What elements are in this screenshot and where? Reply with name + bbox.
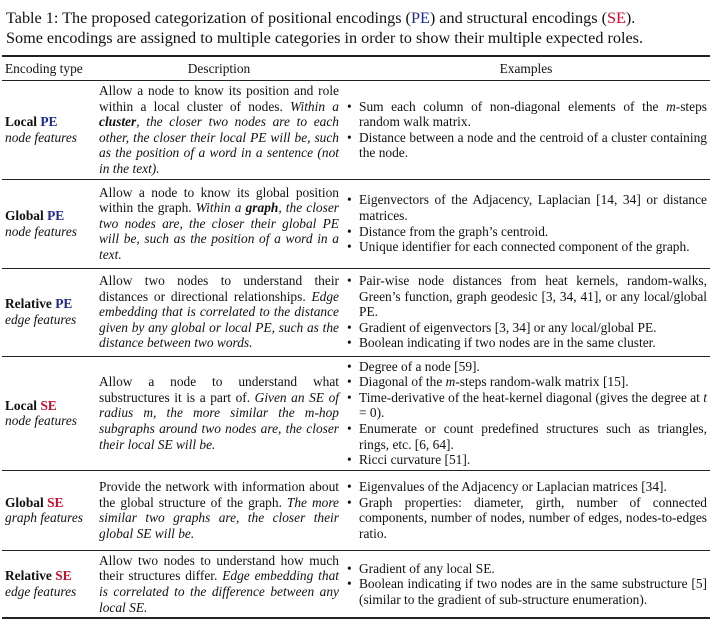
encoding-type-label — [5, 495, 63, 510]
example-item — [359, 130, 707, 161]
example-item — [359, 479, 707, 495]
table-row — [2, 179, 710, 268]
description-cell — [96, 81, 342, 180]
examples-cell — [342, 356, 710, 470]
description-text: Allow a node to understand what substructures it is a part of. — [99, 374, 339, 405]
type-subtitle: graph features — [5, 510, 83, 526]
description-cell — [96, 179, 342, 268]
encoding-type-label — [5, 398, 57, 413]
example-item — [359, 374, 707, 390]
description-text: Allow two nodes to understand how much their structures differ. — [99, 552, 339, 584]
type-subtitle: edge features — [5, 583, 77, 599]
examples-cell — [342, 550, 710, 618]
encoding-type-label — [5, 568, 72, 583]
examples-list — [345, 479, 707, 541]
examples-list — [345, 273, 707, 351]
type-tag: SE — [55, 568, 72, 584]
example-text: = 0). — [359, 405, 385, 421]
examples-cell — [342, 81, 710, 180]
type-word: Local — [5, 397, 37, 413]
examples-cell — [342, 268, 710, 356]
type-word: Global — [5, 494, 44, 510]
example-item — [359, 359, 707, 375]
caption-pe: PE — [410, 9, 430, 27]
example-text: t — [703, 389, 707, 405]
encodings-table — [2, 55, 710, 619]
caption-suffix: ). — [625, 9, 636, 27]
encoding-type-cell — [2, 81, 96, 180]
header-row — [2, 56, 710, 81]
example-text: -steps random walk matrix. — [359, 98, 707, 130]
example-text: Graph properties: diameter, girth, number of connected components, number of nodes, number of edges, nodes-to-edges ratio. — [359, 494, 707, 541]
caption-se: SE — [606, 9, 626, 27]
caption-prefix: Table 1: The proposed categorization of positional encodings ( — [6, 9, 411, 27]
italic-post: , the closer two nodes are to each other, the closer their local PE will be, such as the position of a word in a sentence (not in the text). — [99, 114, 339, 176]
encoding-type-cell — [2, 356, 96, 470]
example-item — [359, 99, 707, 130]
table-row — [2, 268, 710, 356]
description-cell — [96, 550, 342, 618]
example-item — [359, 576, 707, 607]
type-tag: SE — [40, 397, 57, 413]
header-description: Description — [96, 56, 342, 81]
italic-pre: Given an SE of radius m, the more similar the m-hop subgraphs around two nodes are, the closer their local SE will be. — [99, 389, 339, 452]
italic-pre: Edge embedding that is correlated to the difference between any local SE. — [99, 568, 339, 615]
type-subtitle: node features — [5, 223, 78, 239]
caption-line2: Some encodings are assigned to multiple categories in order to show their multiple expected roles. — [6, 29, 643, 47]
encoding-type-cell — [2, 470, 96, 550]
example-item — [359, 192, 707, 223]
italic-bold: graph — [245, 200, 279, 216]
example-text: Enumerate or count predefined structures such as triangles, rings, etc. [6, 64]. — [359, 420, 707, 452]
example-item — [359, 561, 707, 577]
example-text: Boolean indicating if two nodes are in the same substructure [5] (similar to the gradient of sub-structure enumeration). — [359, 576, 707, 607]
example-text: -steps random-walk matrix [15]. — [455, 374, 629, 390]
type-tag: SE — [47, 494, 64, 510]
example-item — [359, 335, 707, 351]
example-text: Eigenvectors of the Adjacency, Laplacian [14, 34] or distance matrices. — [359, 192, 707, 223]
example-text: Time-derivative of the heat-kernel diagonal (gives the degree at — [359, 389, 704, 405]
example-text: m — [445, 374, 456, 390]
encoding-type-cell — [2, 550, 96, 618]
example-text: Distance between a node and the centroid of a cluster containing the node. — [359, 129, 707, 161]
example-text: Unique identifier for each connected component of the graph. — [359, 239, 690, 255]
example-text: Diagonal of the — [359, 374, 446, 390]
italic-pre: The more similar two graphs are, the closer their global SE will be. — [99, 494, 339, 541]
table-row — [2, 356, 710, 470]
italic-pre: Edge embedding that is correlated to the distance given by any global or local PE, such as the distance between two words. — [99, 288, 339, 351]
example-text: Gradient of any local SE. — [359, 560, 495, 576]
type-tag: PE — [47, 207, 65, 223]
example-text: Pair-wise node distances from heat kernels, random-walks, Green’s function, graph geodesic [3, 34, 41], or any local/global PE. — [359, 273, 707, 320]
encoding-type-cell — [2, 179, 96, 268]
example-text: Eigenvalues of the Adjacency or Laplacian matrices [34]. — [359, 479, 667, 495]
examples-cell — [342, 179, 710, 268]
italic-pre: Within a — [195, 200, 246, 216]
table-row — [2, 470, 710, 550]
table-caption — [6, 8, 708, 48]
example-item — [359, 452, 707, 468]
type-word: Local — [5, 114, 37, 130]
example-text: Gradient of eigenvectors [3, 34] or any local/global PE. — [359, 319, 657, 335]
type-subtitle: edge features — [5, 312, 77, 328]
example-item — [359, 421, 707, 452]
caption-middle: ) and structural encodings ( — [429, 9, 607, 27]
type-word: Relative — [5, 568, 52, 584]
italic-pre: Within a — [290, 98, 339, 114]
example-text: Boolean indicating if two nodes are in the same cluster. — [359, 335, 656, 351]
italic-post: , the closer two nodes are, the closer their global PE will be, such as the position of a word in a text. — [99, 200, 339, 262]
type-word: Relative — [5, 296, 52, 312]
table-row — [2, 550, 710, 618]
examples-list — [345, 99, 707, 161]
example-item — [359, 390, 707, 421]
description-cell — [96, 268, 342, 356]
description-text: Allow two nodes to understand their distances or directional relationships. — [99, 273, 339, 304]
encoding-type-label — [5, 296, 72, 311]
type-subtitle: node features — [5, 413, 78, 429]
type-subtitle: node features — [5, 129, 78, 145]
example-item — [359, 320, 707, 336]
encoding-type-label — [5, 114, 57, 129]
type-tag: PE — [40, 114, 58, 130]
description-cell — [96, 470, 342, 550]
example-text: Sum each column of non-diagonal elements of the — [359, 98, 667, 114]
examples-list — [345, 192, 707, 254]
encoding-type-cell — [2, 268, 96, 356]
example-item — [359, 239, 707, 255]
description-cell — [96, 356, 342, 470]
example-item — [359, 495, 707, 542]
encoding-type-label — [5, 208, 64, 223]
header-examples: Examples — [342, 56, 710, 81]
examples-list — [345, 359, 707, 468]
example-text: Distance from the graph’s centroid. — [359, 223, 549, 239]
type-word: Global — [5, 207, 44, 223]
example-text: Ricci curvature [51]. — [359, 452, 471, 468]
description-text: Allow a node to know its global position within the graph. — [99, 184, 339, 216]
header-encoding-type: Encoding type — [2, 56, 96, 81]
example-item — [359, 224, 707, 240]
description-text: Allow a node to know its position and role within a local cluster of nodes. — [99, 83, 339, 114]
table-row — [2, 81, 710, 180]
example-item — [359, 273, 707, 320]
example-text: m — [666, 98, 676, 114]
type-tag: PE — [55, 296, 73, 312]
italic-bold: cluster — [99, 114, 137, 130]
description-text: Provide the network with information about the global structure of the graph. — [99, 479, 339, 510]
examples-cell — [342, 470, 710, 550]
examples-list — [345, 561, 707, 608]
example-text: Degree of a node [59]. — [359, 358, 480, 374]
